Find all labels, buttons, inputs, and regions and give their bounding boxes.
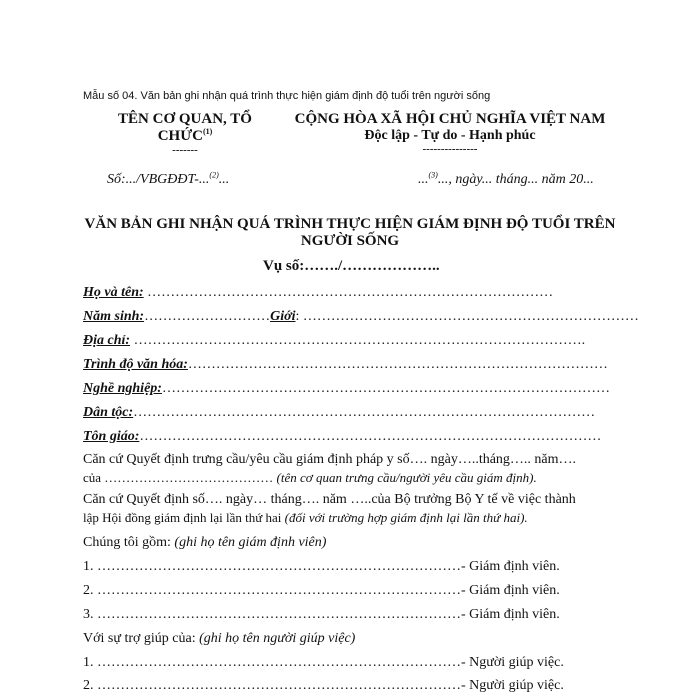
experts-intro-italic: (ghi họ tên giám định viên) <box>174 535 327 550</box>
field-name-label: Họ và tên: <box>83 285 144 300</box>
basis-2-plain: lập Hội đồng giám định lại lần thứ hai <box>83 510 285 525</box>
helpers-intro-plain: Với sự trợ giúp của: <box>83 631 200 646</box>
helpers-intro <box>83 631 355 647</box>
agency-sup: (1) <box>202 127 213 136</box>
field-address-label: Địa chỉ: <box>83 333 131 348</box>
field-education <box>83 357 608 373</box>
experts-intro-plain: Chúng tôi gồm: <box>83 535 175 550</box>
nation-header <box>285 111 615 155</box>
basis-2-line1: Căn cứ Quyết định số…. ngày… tháng…. năm …..của Bộ trưởng Bộ Y tế về việc thành <box>83 492 576 507</box>
helper-1-role: - Người giúp việc. <box>461 655 564 670</box>
expert-3-number: 3. <box>83 607 94 622</box>
place-date-text: ..., ngày... tháng... năm 20... <box>437 172 594 187</box>
field-religion <box>83 429 601 445</box>
expert-line-3 <box>83 607 560 623</box>
basis-1-plain: của ………………………………… <box>83 470 277 485</box>
field-job-dots: …………………………………………………………………………………… <box>161 381 610 396</box>
field-birth-year-dots: ……………………… <box>144 309 271 324</box>
nation-line1: CỘNG HÒA XÃ HỘI CHỦ NGHĨA VIỆT NAM <box>294 111 606 127</box>
field-religion-label: Tôn giáo: <box>83 429 140 444</box>
agency-divider: ------- <box>172 144 198 156</box>
field-ethnicity-label: Dân tộc: <box>83 405 134 420</box>
helper-2-dots: …………………………………………………………………… <box>93 678 461 693</box>
case-number: Vụ số:……./……………….. <box>263 258 440 274</box>
place-date <box>418 172 594 188</box>
field-ethnicity-dots: ……………………………………………………………………………………… <box>133 405 596 420</box>
doc-number <box>107 172 229 188</box>
expert-2-number: 2. <box>83 583 94 598</box>
agency-line2: CHỨC <box>157 128 203 144</box>
field-education-dots: ……………………………………………………………………………… <box>187 357 608 372</box>
field-birth-year-label: Năm sinh: <box>83 309 145 324</box>
helper-2-role: - Người giúp việc. <box>461 678 564 693</box>
form-note: Mẫu số 04. Văn bản ghi nhận quá trình thực hiện giám định độ tuổi trên người sống <box>83 90 491 102</box>
title-line1: VĂN BẢN GHI NHẬN QUÁ TRÌNH THỰC HIỆN GIÁM ĐỊNH ĐỘ TUỔI TRÊN <box>84 216 616 232</box>
expert-3-dots: …………………………………………………………………… <box>93 607 461 622</box>
helper-line-2 <box>83 678 564 694</box>
expert-2-dots: …………………………………………………………………… <box>93 583 461 598</box>
place-date-sup: (3) <box>428 170 438 180</box>
basis-2-line2 <box>83 510 528 526</box>
helper-1-dots: …………………………………………………………………… <box>93 655 461 670</box>
expert-line-2 <box>83 583 560 599</box>
basis-2-italic: (đối với trường hợp giám định lại lần thứ hai). <box>284 510 528 525</box>
expert-1-dots: …………………………………………………………………… <box>93 559 461 574</box>
helper-1-number: 1. <box>83 655 94 670</box>
title-line2: NGƯỜI SỐNG <box>300 233 400 249</box>
field-address-dots: ……………………………………………………………………………………. <box>130 333 586 348</box>
basis-1-italic: (tên cơ quan trưng cầu/người yêu cầu giám định). <box>276 470 537 485</box>
helpers-intro-italic: (ghi họ tên người giúp việc) <box>199 631 356 646</box>
field-ethnicity <box>83 405 595 421</box>
expert-3-role: - Giám định viên. <box>461 607 560 622</box>
field-job-label: Nghề nghiệp: <box>83 381 162 396</box>
expert-1-role: - Giám định viên. <box>461 559 560 574</box>
experts-intro <box>83 535 326 551</box>
nation-divider: --------------- <box>422 143 478 155</box>
agency-line2-wrap <box>90 128 280 145</box>
field-name <box>83 285 553 301</box>
expert-2-role: - Giám định viên. <box>461 583 560 598</box>
nation-line2: Độc lập - Tự do - Hạnh phúc <box>364 128 536 143</box>
basis-1-line2 <box>83 470 537 486</box>
doc-number-tail: ... <box>218 172 230 187</box>
field-gender-label: Giới <box>270 309 296 324</box>
place-date-lead: ... <box>418 172 429 187</box>
document-title <box>40 216 660 250</box>
field-job <box>83 381 610 397</box>
helper-line-1 <box>83 655 564 671</box>
field-gender-dots: : ……………………………………………………………… <box>295 309 639 324</box>
field-birth-year <box>83 309 639 325</box>
field-education-label: Trình độ văn hóa: <box>83 357 188 372</box>
agency-name <box>90 111 280 156</box>
basis-1-line1: Căn cứ Quyết định trưng cầu/yêu cầu giám định pháp y số…. ngày…..tháng….. năm…. <box>83 452 577 467</box>
expert-1-number: 1. <box>83 559 94 574</box>
agency-line1: TÊN CƠ QUAN, TỔ <box>118 111 252 127</box>
helper-2-number: 2. <box>83 678 94 693</box>
doc-number-sup: (2) <box>209 170 219 180</box>
expert-line-1 <box>83 559 560 575</box>
field-address <box>83 333 585 349</box>
field-name-dots: …………………………………………………………………………… <box>143 285 554 300</box>
doc-number-text: Số:.../VBGĐĐT-... <box>107 172 210 187</box>
field-religion-dots: ……………………………………………………………………………………… <box>139 429 602 444</box>
